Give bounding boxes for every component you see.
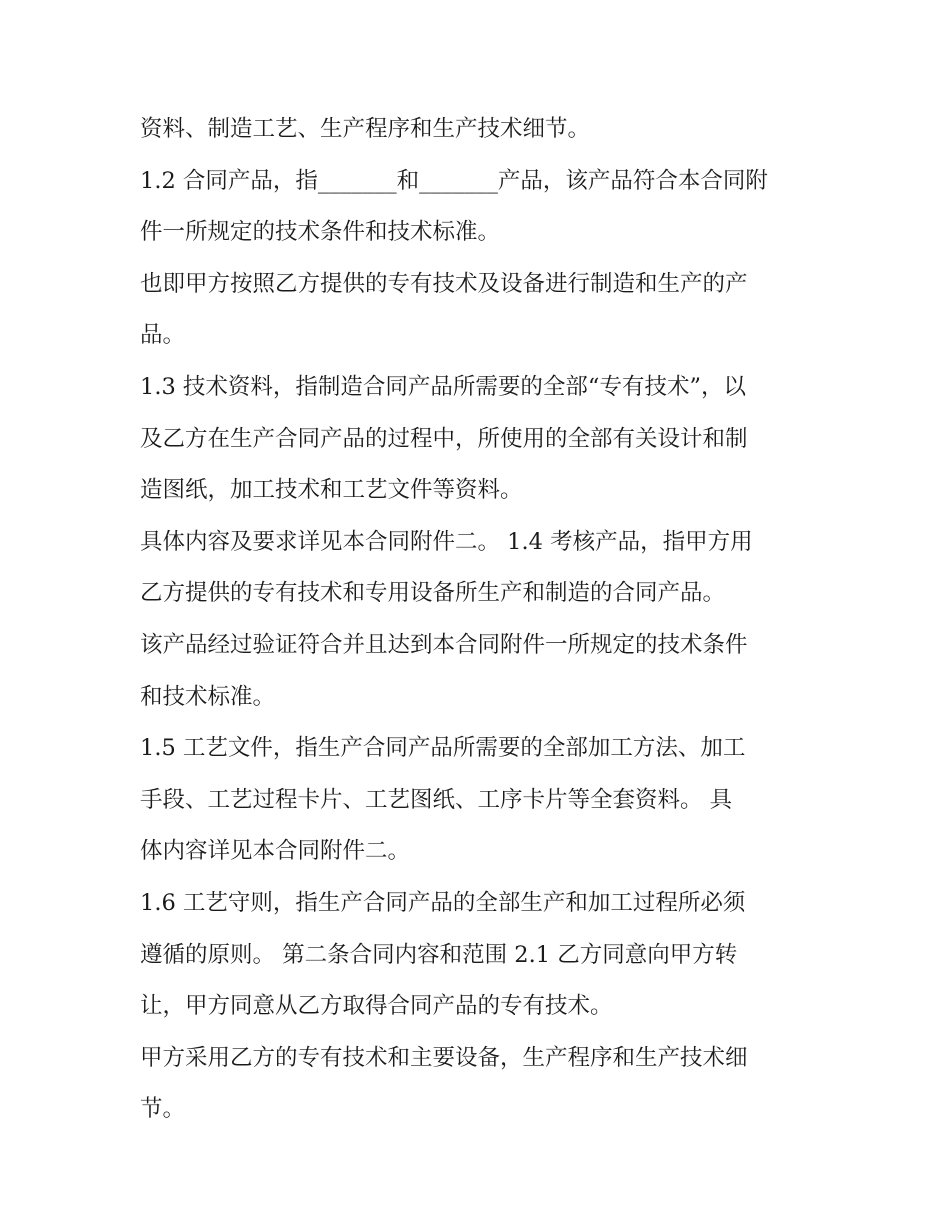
- text-line: 及乙方在生产合同产品的过程中，所使用的全部有关设计和制: [140, 425, 748, 452]
- text-line: 具体内容及要求详见本合同附件二。 1.4 考核产品，指甲方用: [140, 528, 753, 555]
- text-line: 节。: [140, 1096, 186, 1123]
- text-line: 手段、工艺过程卡片、工艺图纸、工序卡片等全套资料。 具: [140, 786, 733, 813]
- text-line: 该产品经过验证符合并且达到本合同附件一所规定的技术条件: [140, 631, 748, 658]
- text-line: 遵循的原则。 第二条合同内容和范围 2.1 乙方同意向甲方转: [140, 941, 738, 968]
- contract-body-text: [140, 104, 820, 1136]
- text-line: 1.5 工艺文件，指生产合同产品所需要的全部加工方法、加工: [140, 735, 746, 762]
- text-line: 让，甲方同意从乙方取得合同产品的专有技术。: [140, 993, 613, 1020]
- text-line: 和技术标准。: [140, 683, 276, 710]
- text-line: 体内容详见本合同附件二。: [140, 838, 411, 865]
- text-line: 1.6 工艺守则，指生产合同产品的全部生产和加工过程所必须: [140, 889, 746, 916]
- text-line: 也即甲方按照乙方提供的专有技术及设备进行制造和生产的产: [140, 270, 748, 297]
- text-line: 造图纸，加工技术和工艺文件等资料。: [140, 477, 523, 504]
- text-line: 甲方采用乙方的专有技术和主要设备，生产程序和生产技术细: [140, 1044, 748, 1071]
- text-line: 1.3 技术资料，指制造合同产品所需要的全部“专有技术”，以: [140, 373, 746, 400]
- text-line: 件一所规定的技术条件和技术标准。: [140, 219, 501, 246]
- text-line: 资料、制造工艺、生产程序和生产技术细节。: [140, 116, 591, 142]
- text-line: 乙方提供的专有技术和专用设备所生产和制造的合同产品。: [140, 580, 726, 607]
- text-line: 品。: [140, 322, 186, 349]
- text-line: 1.2 合同产品，指_______和_______产品，该产品符合本合同附: [140, 167, 768, 194]
